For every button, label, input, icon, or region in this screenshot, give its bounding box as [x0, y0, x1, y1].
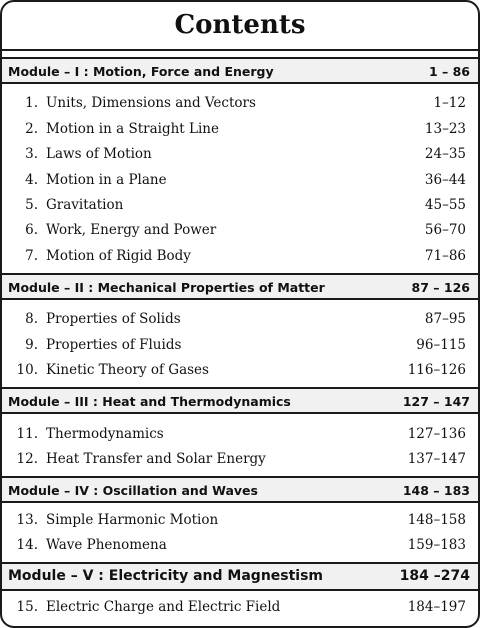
page-title: Contents	[174, 10, 306, 40]
chapter-row[interactable]	[0, 451, 480, 473]
chapter-row[interactable]	[0, 311, 480, 333]
chapter-row[interactable]	[0, 362, 480, 384]
module-pages: 148 – 183	[402, 483, 470, 498]
chapter-title: Motion in a Plane	[46, 172, 167, 188]
chapter-pages: 137–147	[407, 451, 466, 467]
chapter-title: Wave Phenomena	[46, 537, 167, 553]
chapter-pages: 148–158	[407, 512, 466, 528]
chapter-number: 5.	[25, 197, 38, 213]
chapter-number: 12.	[16, 451, 38, 467]
chapter-row[interactable]	[0, 599, 480, 621]
chapter-pages: 36–44	[424, 172, 466, 188]
module-pages: 127 – 147	[402, 394, 470, 409]
chapter-number: 13.	[16, 512, 38, 528]
module-header	[2, 562, 478, 591]
chapter-number: 9.	[25, 337, 38, 353]
module-label: Module – III : Heat and Thermodynamics	[8, 394, 291, 409]
chapter-pages: 71–86	[424, 248, 466, 264]
chapter-pages: 96–115	[416, 337, 466, 353]
chapter-row[interactable]	[0, 248, 480, 270]
chapter-row[interactable]	[0, 222, 480, 244]
chapter-pages: 56–70	[424, 222, 466, 238]
chapter-title: Thermodynamics	[46, 426, 164, 442]
chapter-title: Properties of Fluids	[46, 337, 182, 353]
chapter-pages: 87–95	[424, 311, 466, 327]
module-header	[2, 476, 478, 503]
module-label: Module – IV : Oscillation and Waves	[8, 483, 258, 498]
title-divider	[2, 49, 478, 51]
chapter-row[interactable]	[0, 512, 480, 534]
module-pages: 184 –274	[399, 568, 470, 584]
chapter-title: Gravitation	[46, 197, 124, 213]
module-pages: 87 – 126	[411, 280, 470, 295]
chapter-number: 14.	[16, 537, 38, 553]
chapter-pages: 1–12	[433, 95, 466, 111]
chapter-number: 15.	[16, 599, 38, 615]
module-pages: 1 – 86	[428, 64, 470, 79]
module-label: Module – I : Motion, Force and Energy	[8, 64, 274, 79]
chapter-number: 8.	[25, 311, 38, 327]
chapter-row[interactable]	[0, 172, 480, 194]
chapter-title: Motion of Rigid Body	[46, 248, 191, 264]
chapter-title: Motion in a Straight Line	[46, 121, 219, 137]
module-header	[2, 387, 478, 414]
chapter-row[interactable]	[0, 537, 480, 559]
chapter-row[interactable]	[0, 146, 480, 168]
chapter-number: 6.	[25, 222, 38, 238]
chapter-pages: 13–23	[424, 121, 466, 137]
chapter-row[interactable]	[0, 426, 480, 448]
chapter-number: 4.	[25, 172, 38, 188]
chapter-title: Heat Transfer and Solar Energy	[46, 451, 266, 467]
chapter-number: 10.	[16, 362, 38, 378]
chapter-pages: 116–126	[407, 362, 466, 378]
chapter-pages: 45–55	[424, 197, 466, 213]
chapter-number: 2.	[25, 121, 38, 137]
module-header	[2, 57, 478, 84]
chapter-title: Kinetic Theory of Gases	[46, 362, 209, 378]
module-header	[2, 273, 478, 300]
chapter-number: 3.	[25, 146, 38, 162]
chapter-pages: 127–136	[407, 426, 466, 442]
chapter-pages: 184–197	[407, 599, 466, 615]
chapter-number: 1.	[25, 95, 38, 111]
chapter-title: Work, Energy and Power	[46, 222, 217, 238]
chapter-pages: 159–183	[407, 537, 466, 553]
module-label: Module – II : Mechanical Properties of Matter	[8, 280, 325, 295]
chapter-title: Simple Harmonic Motion	[46, 512, 219, 528]
chapter-title: Electric Charge and Electric Field	[46, 599, 281, 615]
chapter-row[interactable]	[0, 95, 480, 117]
chapter-title: Properties of Solids	[46, 311, 181, 327]
module-label: Module – V : Electricity and Magnestism	[8, 568, 324, 584]
chapter-pages: 24–35	[424, 146, 466, 162]
chapter-row[interactable]	[0, 197, 480, 219]
chapter-number: 7.	[25, 248, 38, 264]
chapter-row[interactable]	[0, 121, 480, 143]
chapter-title: Units, Dimensions and Vectors	[46, 95, 256, 111]
chapter-number: 11.	[16, 426, 38, 442]
chapter-row[interactable]	[0, 337, 480, 359]
chapter-title: Laws of Motion	[46, 146, 152, 162]
